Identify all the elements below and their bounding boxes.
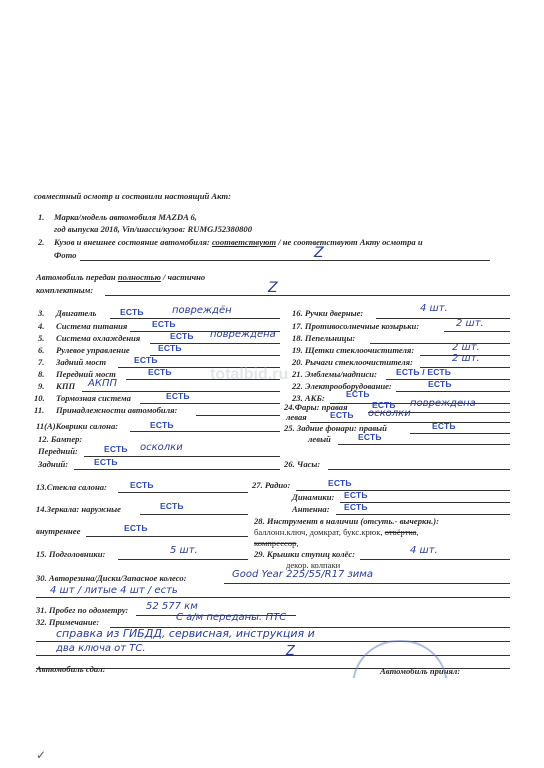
mats-label: 11(А)Коврики салона: <box>36 421 119 431</box>
rear-light-right-stamp: ЕСТЬ <box>432 421 456 431</box>
hub-caps-hand: 4 шт. <box>410 545 438 556</box>
antenna-label: Антенна: <box>292 504 330 514</box>
check-mark-icon: ✓ <box>36 748 47 762</box>
mirrors-outer-stamp: ЕСТЬ <box>160 501 184 511</box>
rear-light-left-label: левый <box>308 434 331 444</box>
battery-stamp: ЕСТЬ <box>346 389 370 399</box>
bumper-rear-label: Задний: <box>38 459 69 469</box>
sun-visors-hand: 2 шт. <box>456 318 484 329</box>
battery-label: 23. АКБ: <box>292 393 325 403</box>
wiper-blades-hand: 2 шт. <box>452 342 480 353</box>
cooling-stamp: ЕСТЬ <box>170 331 194 341</box>
transfer-mark: Z <box>268 280 278 296</box>
front-axle-stamp: ЕСТЬ <box>148 367 172 377</box>
headrests-hand: 5 шт. <box>170 545 198 556</box>
headlight-left-label: левая <box>286 412 307 422</box>
emblems-label: 21. Эмблемы/надписи: <box>292 369 377 379</box>
speakers-stamp: ЕСТЬ <box>344 490 368 500</box>
headlight-right-stamp: ЕСТЬ <box>372 400 396 410</box>
speakers-label: Динамики: <box>292 492 335 502</box>
note-label: 32. Примечание: <box>36 617 100 627</box>
tools-list: баллонн.ключ, домкрат, букс.крюк, отвёртка, <box>254 527 419 537</box>
gearbox-hand: АКПП <box>88 378 117 389</box>
door-handles-label: 16. Ручки дверные: <box>292 308 364 318</box>
antenna-stamp: ЕСТЬ <box>344 502 368 512</box>
headlight-left-hand: осколки <box>368 408 411 419</box>
cabin-glass-label: 13.Стекла салона: <box>36 482 107 492</box>
rear-light-left-stamp: ЕСТЬ <box>358 432 382 442</box>
transfer-text: Автомобиль передан полностью / частично <box>36 272 206 282</box>
bumper-front-hand: осколки <box>140 442 183 453</box>
intro-text: совместный осмотр и составили настоящий Акт: <box>34 191 231 201</box>
tools-label: 28. Инструмент в наличии (отсуть.- вычеркн.): <box>254 516 440 526</box>
bumper-front-stamp: ЕСТЬ <box>104 444 128 454</box>
electrics-stamp: ЕСТЬ <box>428 379 452 389</box>
mirror-inner-stamp: ЕСТЬ <box>124 523 148 533</box>
ashtrays-label: 18. Пепельницы: <box>292 333 356 343</box>
bottom-cut <box>0 678 544 740</box>
bumper-rear-stamp: ЕСТЬ <box>94 457 118 467</box>
cooling-hand: повреждена <box>210 329 276 340</box>
headlights-label: 24.Фары: правая <box>284 402 348 412</box>
radio-stamp: ЕСТЬ <box>328 478 352 488</box>
transfer-text-2: комплектным: <box>36 285 94 295</box>
item-2-row: Кузов и внешнее состояние автомобиля: соответствуют / не соответствуют Акту осмотра и <box>54 237 423 247</box>
accessories-label: Принадлежности автомобиля: <box>56 405 178 415</box>
inspection-act-page: совместный осмотр и составили настоящий Акт: 1. Марка/модель автомобиля MAZDA 6, год выпуска 2018, Vin/шасси/кузов: RUMGJ52380800 2. Кузов и внешнее состояние автомобиля: соответствуют / не соответствуют Акту осмотра и Фото Z Автомобиль передан полностью / частично комплектным: Z 3. Двигатель ЕСТЬ повреждён 4. Система питания ЕСТЬ 5. Система охлаждения ЕСТЬ повреждена 6. Рулевое управление ЕСТЬ 7. Задний мост ЕСТЬ 8. Передний мост ЕСТЬ 9. КПП АКПП 10. Тормозная система ЕСТЬ 11. Принадлежности автомобиля: 16. Ручки дверные: 4 шт. 17. Противосолнечные козырьки: 2 шт. 18. Пепельницы: 19. Щетки стеклоочистителя: 2 шт. 20. Рычаги стеклоочистителя: 2 шт. 21. Эмблемы/надписи: ЕСТЬ / ЕСТЬ 22. Электрооборудование: ЕСТЬ 23. АКБ: ЕСТЬ 24.Фары: правая ЕСТЬ повреждена левая ЕСТЬ осколки 11(А)Коврики салона: ЕСТЬ 25. Задние фонари: правый ЕСТЬ левый ЕСТЬ 12. Бампер: Передний: ЕСТЬ осколки Задний: ЕСТЬ 26. Часы: 13.Стекла салона: ЕСТЬ 27. Радио: ЕСТЬ Динамики: ЕСТЬ Антенна: ЕСТЬ 14.Зеркала: наружные ЕСТЬ 28. Инструмент в наличии (отсуть.- вычеркн.): баллонн.ключ, домкрат, букс.крюк, отвёртка, компрессор, внутреннее ЕСТЬ 15. Подголовники: 5 шт. 29. Крышки ступиц колёс: 4 шт. декор. колпаки 30. Авторезина/Диски/Запасное колесо: Good Year 225/55/R17 зима 4 шт / литые 4 шт / есть 31. Пробег по одометру: 52 577 км 32. Примечание: С а/м переданы: ПТС справка из ГИБДД, сервисная, инструкция и два ключа от ТС. Z Автомобиль сдал: Автомобиль принял: totalbid.ru ✓ <box>0 0 544 768</box>
photo-mark: Z <box>314 245 324 261</box>
note-hand-3: два ключа от ТС. <box>56 643 146 654</box>
hub-caps-label: 29. Крышки ступиц колёс: <box>254 549 356 559</box>
rear-axle-label: Задний мост <box>56 357 107 367</box>
item-1-vin: год выпуска 2018, Vin/шасси/кузов: RUMGJ52380800 <box>54 224 253 234</box>
headlight-right-hand: повреждена <box>410 398 476 409</box>
note-hand-2: справка из ГИБДД, сервисная, инструкция и <box>56 627 315 640</box>
handed-over-label: Автомобиль сдал: <box>36 664 106 674</box>
note-hand-1: С а/м переданы: ПТС <box>176 612 287 623</box>
tires-hand-2: 4 шт / литые 4 шт / есть <box>50 585 178 596</box>
mileage-label: 31. Пробег по одометру: <box>36 605 129 615</box>
wiper-blades-label: 19. Щетки стеклоочистителя: <box>292 345 415 355</box>
headrests-label: 15. Подголовники: <box>36 549 106 559</box>
bumper-front-label: Передний: <box>38 446 78 456</box>
cooling-label: Система охлаждения <box>56 333 141 343</box>
radio-label: 27. Радио: <box>252 480 291 490</box>
hub-caps-decor: декор. колпаки <box>286 560 341 570</box>
rear-axle-stamp: ЕСТЬ <box>134 355 158 365</box>
mirrors-outer-label: 14.Зеркала: наружные <box>36 504 121 514</box>
mats-stamp: ЕСТЬ <box>150 420 174 430</box>
brakes-label: Тормозная система <box>56 393 131 403</box>
item-2-photo: Фото <box>54 250 77 260</box>
steering-stamp: ЕСТЬ <box>158 343 182 353</box>
gearbox-label: КПП <box>56 381 76 391</box>
wiper-arms-hand: 2 шт. <box>452 353 480 364</box>
item-1-num: 1. <box>38 212 45 222</box>
watermark: totalbid.ru <box>210 366 289 383</box>
tires-label: 30. Авторезина/Диски/Запасное колесо: <box>36 573 187 583</box>
clock-label: 26. Часы: <box>284 459 321 469</box>
headlight-left-stamp: ЕСТЬ <box>330 410 354 420</box>
item-2-num: 2. <box>38 237 45 247</box>
fuel-stamp: ЕСТЬ <box>152 319 176 329</box>
tools-list-2: компрессор, <box>254 538 299 548</box>
engine-hand: повреждён <box>172 305 232 316</box>
rear-lights-label: 25. Задние фонари: правый <box>284 423 387 433</box>
door-handles-hand: 4 шт. <box>420 303 448 314</box>
fuel-label: Система питания <box>56 321 128 331</box>
electrics-label: 22. Электрооборудование: <box>292 381 392 391</box>
bumper-label: 12. Бампер: <box>38 434 83 444</box>
steering-label: Рулевое управление <box>56 345 130 355</box>
emblems-stamp: ЕСТЬ / ЕСТЬ <box>396 367 452 377</box>
wiper-arms-label: 20. Рычаги стеклоочистителя: <box>292 357 413 367</box>
note-mark: Z <box>286 644 295 659</box>
cabin-glass-stamp: ЕСТЬ <box>130 480 154 490</box>
front-axle-label: Передний мост <box>56 369 116 379</box>
accepted-label: Автомобиль принял: <box>380 666 461 676</box>
mirror-inner-label: внутреннее <box>36 526 81 536</box>
mileage-hand: 52 577 км <box>146 601 198 612</box>
engine-stamp: ЕСТЬ <box>120 307 144 317</box>
tires-hand-1: Good Year 225/55/R17 зима <box>232 569 373 580</box>
brakes-stamp: ЕСТЬ <box>166 391 190 401</box>
item-1-label: Марка/модель автомобиля MAZDA 6, <box>54 212 197 222</box>
sun-visors-label: 17. Противосолнечные козырьки: <box>292 321 420 331</box>
engine-label: Двигатель <box>56 308 97 318</box>
